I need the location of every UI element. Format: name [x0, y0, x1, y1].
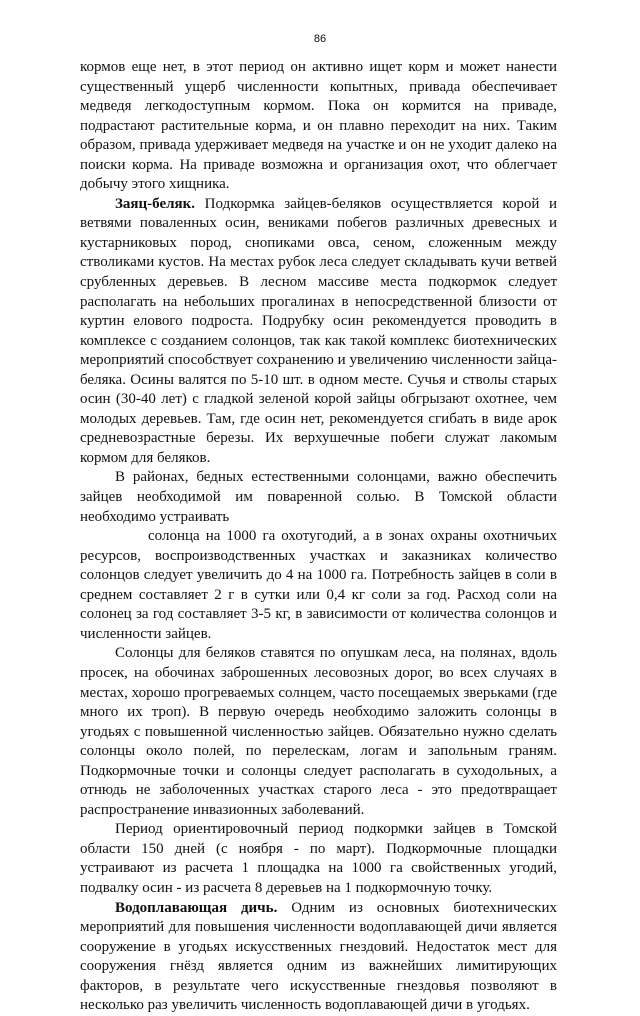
- page-number: 86: [313, 33, 327, 45]
- paragraph-bear-bait: [80, 58, 557, 195]
- paragraph-text: солонца на 1000 га охотугодий, а в зонах охраны охотничьих ресурсов, воспроизводственных участках и заказниках количество солонцов следует увеличить до 4 на 1000 га. Потребность зайцев в соли в среднем составляет 2 г в сутки или 0,4 кг соли за год. Расход соли на солонец за год составляет 3-5 кг, в зависимости от количества солонцов и численности зайцев.: [80, 528, 557, 642]
- paragraph-hare-feeding: [80, 195, 557, 469]
- paragraph-text: Период ориентировочный период подкормки зайцев в Томской области 150 дней (с ноября - по март). Подкормочные площадки устраивают из расчета 1 площадка на 1000 га свойственных угодий, подвалку осин - из расчета 8 деревьев на 1 подкормочную точку.: [80, 821, 557, 896]
- paragraph-waterfowl: [80, 899, 557, 1016]
- paragraph-text: Подкормка зайцев-беляков осуществляется корой и ветвями поваленных осин, вениками побегов различных древесных и кустарниковых пород, снопиками овса, сеном, сложенным между стволиками кустов. На местах рубок леса следует складывать кучи ветвей срубленных деревьев. В лесном массиве места подкормок следует располагать на небольших прогалинах в непосредственной близости от куртин елового подроста. Подрубку осин рекомендуется проводить в комплексе с созданием солонцов, так как такой комплекс биотехнических мероприятий способствует сохранению и увеличению численности зайца-беляка. Осины валятся по 5-10 шт. в одном месте. Сучья и стволы старых осин (30-40 лет) с гладкой зеленой корой зайцы обгрызают охотнее, чем молодых деревьев. Там, где осин нет, рекомендуется сгибать в виде арок средневозрастные березы. Их верхушечные побеги служат лакомым кормом для беляков.: [80, 195, 557, 466]
- paragraph-text: В районах, бедных естественными солонцами, важно обеспечить зайцев необходимой им поваренной солью. В Томской области необходимо устраивать: [80, 469, 557, 525]
- section-heading-waterfowl: Водоплавающая дичь.: [115, 899, 278, 916]
- document-body: [80, 58, 557, 1016]
- paragraph-text: Солонцы для беляков ставятся по опушкам леса, на полянах, вдоль просек, на обочинах заброшенных лесовозных дорог, во всех случаях в местах, хорошо прогреваемых солнцем, часто посещаемых зверьками (где много их троп). В первую очередь необходимо заложить солонцы в угодьях с повышенной численностью зайцев. Обязательно нужно сделать солонцы около полей, по перелескам, логам и запольным граням. Подкормочные точки и солонцы следует располагать в суходольных, а отнюдь не заболоченных участках старого леса - это предотвращает распространение инвазионных заболеваний.: [80, 645, 557, 818]
- paragraph-salt-licks-placement: [80, 644, 557, 820]
- paragraph-feeding-period: [80, 820, 557, 898]
- section-heading-hare: Заяц-беляк.: [115, 195, 196, 212]
- paragraph-text: кормов еще нет, в этот период он активно ищет корм и может нанести существенный ущерб численности копытных, привада обеспечивает медведя легкодоступным кормом. Пока он кормится на приваде, подрастают растительные корма, и он плавно переходит на них. Таким образом, привада удерживает медведя на участке и он не уходит далеко на поиски корма. На приваде возможна и организация охот, что облегчает добычу этого хищника.: [80, 59, 557, 193]
- paragraph-salt-licks-count: [80, 527, 557, 644]
- paragraph-salt-need: [80, 468, 557, 527]
- paragraph-text: Одним из основных биотехнических мероприятий для повышения численности водоплавающей дичи является сооружение в угодьях искусственных гнездовий. Недостаток мест для сооружения гнёзд является одним из важнейших лимитирующих факторов, в результате чего искусственные гнездовья позволяют в несколько раз увеличить численность водоплавающей дичи в угодьях.: [80, 899, 557, 1014]
